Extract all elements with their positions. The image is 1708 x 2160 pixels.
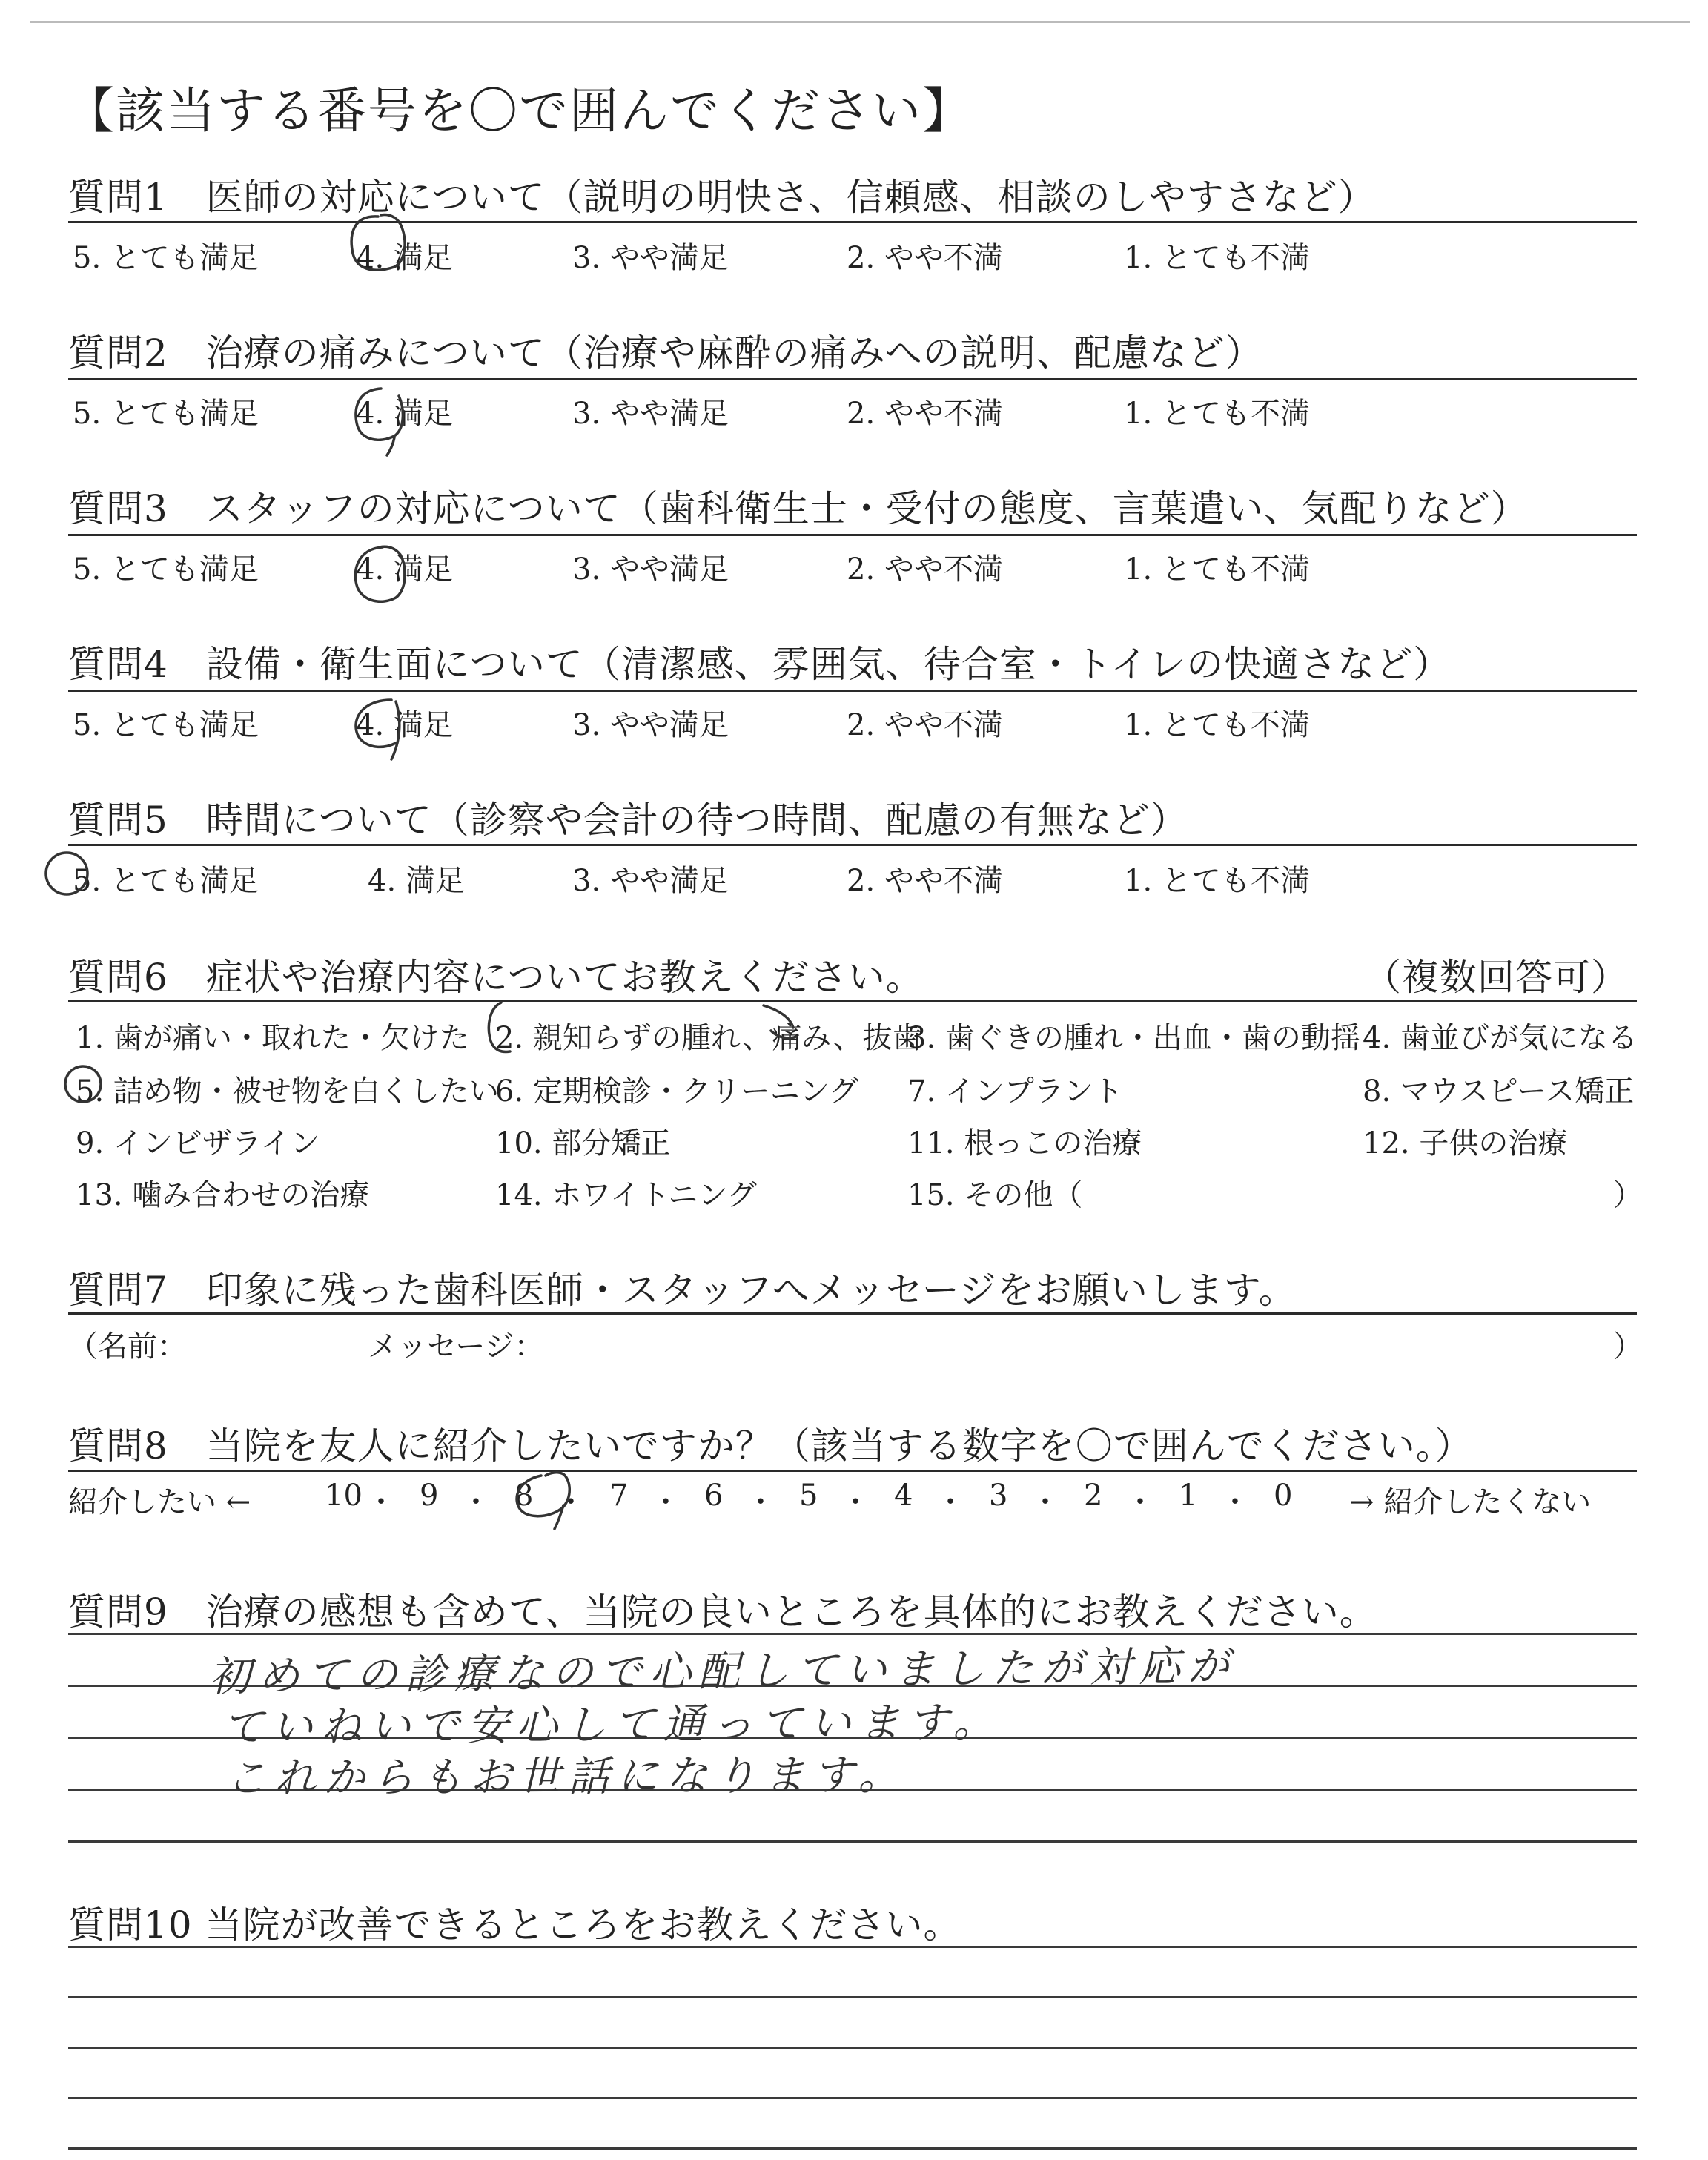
q1-option-4[interactable]: 4. 満足: [356, 241, 453, 275]
q8-left-label: 紹介したい ←: [68, 1485, 251, 1519]
q8-scale-6[interactable]: 6: [704, 1479, 724, 1513]
q2-option-3[interactable]: 3. やや満足: [572, 397, 729, 431]
q8-title: 質問8 当院を友人に紹介したいですか？（該当する数字を〇で囲んでください。）: [68, 1424, 1473, 1467]
q1-option-5[interactable]: 5. とても満足: [73, 241, 259, 275]
q6-selected-circle-2: [489, 1003, 510, 1051]
q5-option-2[interactable]: 2. やや不満: [847, 864, 1003, 898]
q6-option-2[interactable]: 2. 親知らずの腫れ、痛み、抜歯: [495, 1021, 922, 1055]
q6-option-14[interactable]: 14. ホワイトニング: [495, 1178, 757, 1212]
q2-selected-circle: [356, 389, 403, 455]
q3-option-5[interactable]: 5. とても満足: [73, 552, 259, 587]
q7-name-label: （名前：: [68, 1330, 187, 1364]
q4-option-1[interactable]: 1. とても不満: [1124, 708, 1310, 742]
q6-option-7[interactable]: 7. インプラント: [907, 1074, 1123, 1109]
q6-option-11[interactable]: 11. 根っこの治療: [907, 1126, 1142, 1160]
q6-option-8[interactable]: 8. マウスピース矯正: [1363, 1074, 1635, 1109]
q6-option-12[interactable]: 12. 子供の治療: [1363, 1126, 1568, 1160]
q5-title: 質問5 時間について（診察や会計の待つ時間、配慮の有無など）: [68, 799, 1188, 842]
q10-title: 質問10 当院が改善できるところをお教えください。: [68, 1903, 961, 1946]
q8-right-label: → 紹介したくない: [1349, 1485, 1592, 1519]
q3-option-1[interactable]: 1. とても不満: [1124, 552, 1310, 587]
q3-option-4[interactable]: 4. 満足: [356, 552, 453, 587]
q7-title: 質問7 印象に残った歯科医師・スタッフへメッセージをお願いします。: [68, 1269, 1297, 1312]
q9-handwritten-line-1: 初めての診療なので心配していましたが対応が: [208, 1642, 1237, 1702]
q2-option-5[interactable]: 5. とても満足: [73, 397, 259, 431]
q5-option-1[interactable]: 1. とても不満: [1124, 864, 1310, 898]
q6-other-close: ）: [1613, 1178, 1643, 1212]
q6-option-4[interactable]: 4. 歯並びが気になる: [1363, 1021, 1638, 1055]
q2-option-2[interactable]: 2. やや不満: [847, 397, 1003, 431]
q1-title: 質問1 医師の対応について（説明の明快さ、信頼感、相談のしやすさなど）: [68, 176, 1376, 219]
q8-scale-5[interactable]: 5: [799, 1479, 818, 1513]
q8-scale-1[interactable]: 1: [1179, 1479, 1198, 1513]
q9-handwritten-line-2: ていねいで安心して通っています。: [222, 1698, 1002, 1752]
q5-option-3[interactable]: 3. やや満足: [572, 864, 729, 898]
q1-option-1[interactable]: 1. とても不満: [1124, 241, 1310, 275]
q5-option-5[interactable]: 5. とても満足: [73, 864, 259, 898]
q4-option-2[interactable]: 2. やや不満: [847, 708, 1003, 742]
q6-title: 質問6 症状や治療内容についてお教えください。: [68, 956, 924, 999]
q8-scale-9[interactable]: 9: [420, 1479, 439, 1513]
q8-scale-4[interactable]: 4: [894, 1479, 913, 1513]
q1-option-2[interactable]: 2. やや不満: [847, 241, 1003, 275]
q8-scale-8[interactable]: 8: [514, 1479, 534, 1513]
q8-scale-0[interactable]: 0: [1274, 1479, 1293, 1513]
q8-scale-separator: ・: [461, 1485, 491, 1519]
q3-option-3[interactable]: 3. やや満足: [572, 552, 729, 587]
q2-option-1[interactable]: 1. とても不満: [1124, 397, 1310, 431]
q8-scale-separator: ・: [1030, 1485, 1060, 1519]
q7-close: ）: [1613, 1330, 1643, 1364]
q3-option-2[interactable]: 2. やや不満: [847, 552, 1003, 587]
q4-selected-circle: [356, 700, 400, 759]
q6-option-5[interactable]: 5. 詰め物・被せ物を白くしたい: [76, 1074, 499, 1109]
q5-selected-circle: [46, 853, 87, 894]
q6-selected-circle-5: [65, 1066, 101, 1102]
q4-option-4[interactable]: 4. 満足: [356, 708, 453, 742]
q6-selected-circle-pain: [764, 1005, 796, 1038]
page-title: 【該当する番号を〇で囲んでください】: [65, 82, 973, 139]
q8-scale-separator: ・: [841, 1485, 870, 1519]
q8-scale-separator: ・: [1125, 1485, 1155, 1519]
q4-option-3[interactable]: 3. やや満足: [572, 708, 729, 742]
q1-selected-circle: [351, 215, 405, 271]
q8-scale-separator: ・: [746, 1485, 775, 1519]
q4-title: 質問4 設備・衛生面について（清潔感、雰囲気、待合室・トイレの快適さなど）: [68, 643, 1452, 686]
q1-option-3[interactable]: 3. やや満足: [572, 241, 729, 275]
q2-option-4[interactable]: 4. 満足: [356, 397, 453, 431]
q3-title: 質問3 スタッフの対応について（歯科衛生士・受付の態度、言葉遣い、気配りなど）: [68, 487, 1529, 530]
q8-scale-3[interactable]: 3: [989, 1479, 1008, 1513]
q4-option-5[interactable]: 5. とても満足: [73, 708, 259, 742]
q8-scale-separator: ・: [651, 1485, 681, 1519]
q8-scale-7[interactable]: 7: [609, 1479, 629, 1513]
q6-option-13[interactable]: 13. 噛み合わせの治療: [76, 1178, 370, 1212]
q3-selected-circle: [355, 546, 405, 601]
q8-scale-2[interactable]: 2: [1084, 1479, 1103, 1513]
q6-note: （複数回答可）: [1364, 956, 1629, 999]
q6-option-9[interactable]: 9. インビザライン: [76, 1126, 320, 1160]
q8-scale-separator: ・: [1220, 1485, 1250, 1519]
q6-option-15[interactable]: 15. その他（: [907, 1178, 1083, 1212]
q6-option-10[interactable]: 10. 部分矯正: [495, 1126, 671, 1160]
q8-scale-separator: ・: [556, 1485, 586, 1519]
q6-option-1[interactable]: 1. 歯が痛い・取れた・欠けた: [76, 1021, 469, 1055]
q9-title: 質問9 治療の感想も含めて、当院の良いところを具体的にお教えください。: [68, 1591, 1377, 1634]
q8-selected-circle: [517, 1473, 569, 1529]
q6-option-6[interactable]: 6. 定期検診・クリーニング: [495, 1074, 859, 1109]
q5-option-4[interactable]: 4. 満足: [368, 864, 465, 898]
q7-message-label: メッセージ：: [368, 1330, 544, 1364]
q6-option-3[interactable]: 3. 歯ぐきの腫れ・出血・歯の動揺: [907, 1021, 1360, 1055]
q8-scale-10[interactable]: 10: [325, 1479, 363, 1513]
q8-scale-separator: ・: [366, 1485, 396, 1519]
q8-scale-separator: ・: [936, 1485, 965, 1519]
q2-title: 質問2 治療の痛みについて（治療や麻酔の痛みへの説明、配慮など）: [68, 331, 1263, 374]
q9-handwritten-line-3: これからもお世話になります。: [225, 1751, 907, 1803]
